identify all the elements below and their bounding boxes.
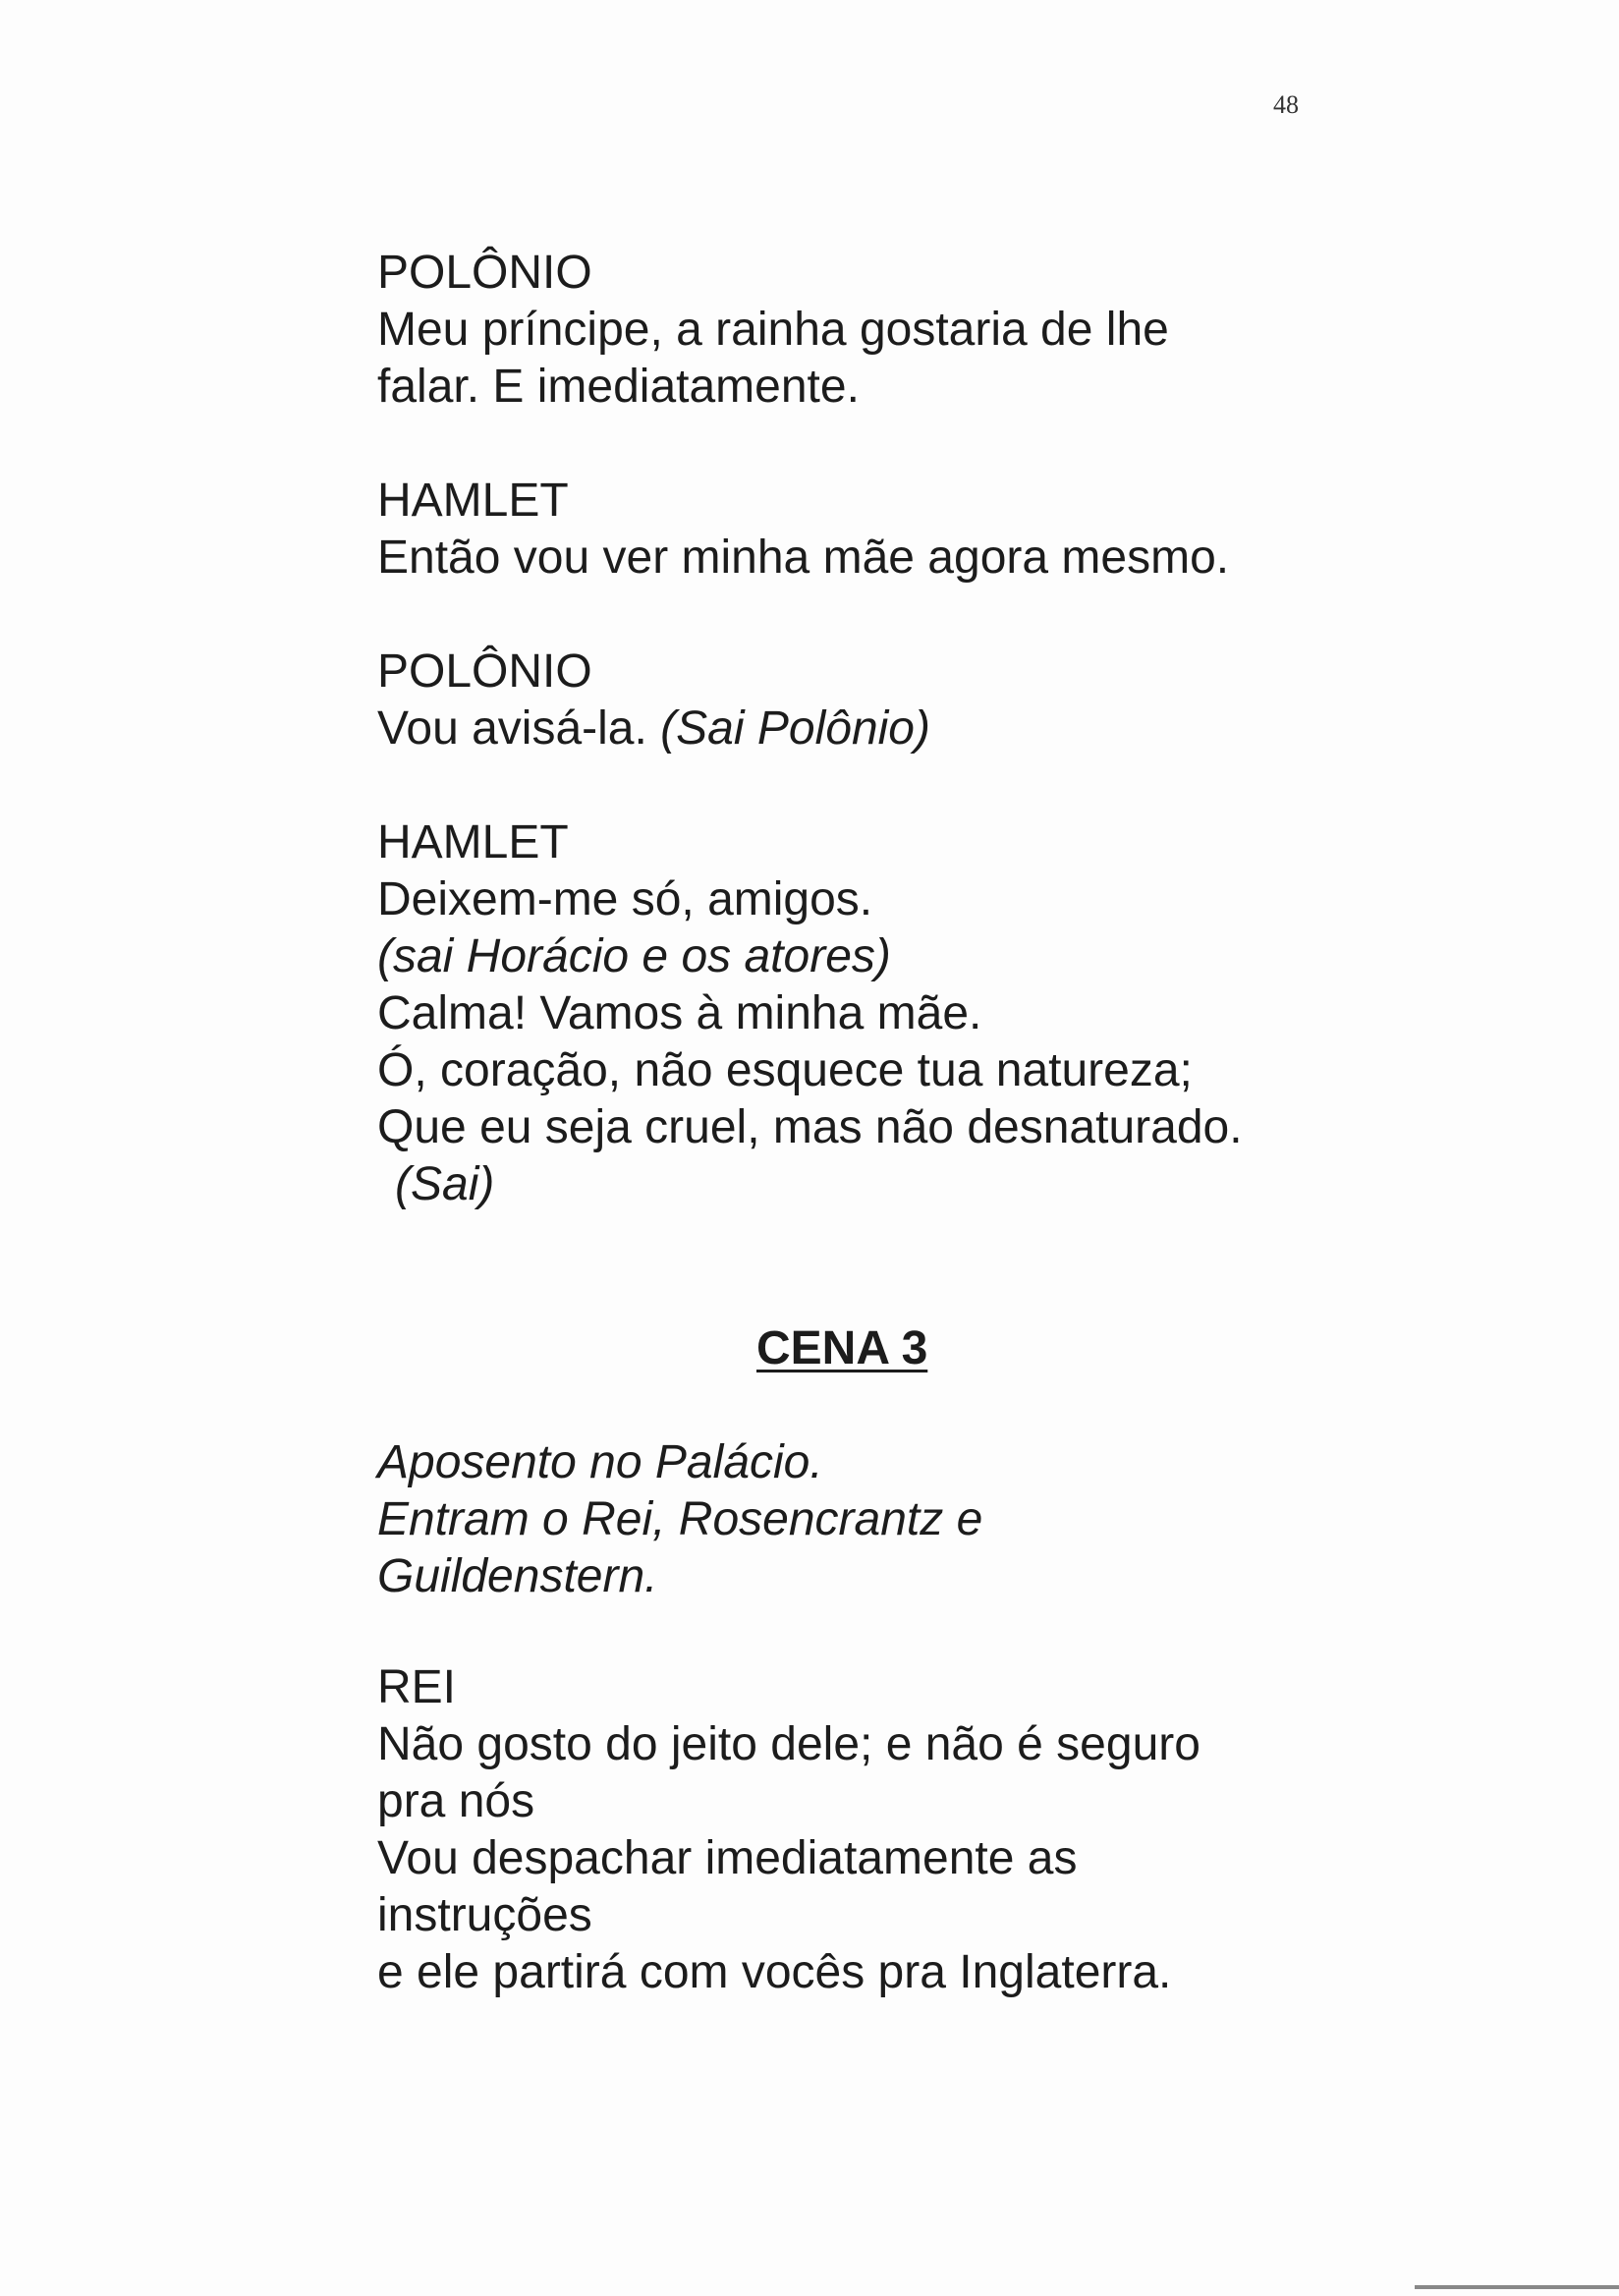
dialogue-line: Meu príncipe, a rainha gostaria de lhe [377,304,1169,356]
scene-title: CENA 3 [756,1322,928,1374]
dialogue-line: pra nós [377,1775,535,1827]
dialogue-line: Deixem-me só, amigos. [377,873,873,925]
dialogue-line: Não gosto do jeito dele; e não é seguro [377,1718,1200,1770]
dialogue-block-polonio-1 [377,245,1360,416]
speaker-name: HAMLET [377,816,569,868]
speaker-name: REI [377,1661,457,1713]
stage-direction: (sai Horácio e os atores) [377,930,891,982]
dialogue-line: e ele partirá com vocês pra Inglaterra. [377,1946,1172,1998]
dialogue-line: Ó, coração, não esquece tua natureza; [377,1044,1193,1096]
dialogue-line: Então vou ver minha mãe agora mesmo. [377,532,1230,584]
stage-direction-exit: (Sai) [395,1158,495,1210]
dialogue-line: Que eu seja cruel, mas não desnaturado. [377,1101,1243,1153]
dialogue-line [377,700,1360,757]
scene-setting [377,1434,1360,1605]
speaker-name: POLÔNIO [377,247,592,299]
setting-line: Aposento no Palácio. [377,1436,823,1488]
dialogue-block-hamlet-1 [377,473,1360,587]
scan-edge-mark [1415,2285,1619,2289]
dialogue-block-rei [377,1659,1360,2001]
dialogue-line: falar. E imediatamente. [377,361,860,413]
setting-line: Entram o Rei, Rosencrantz e [377,1493,983,1545]
dialogue-line: Calma! Vamos à minha mãe. [377,987,982,1039]
stage-direction: (Sai Polônio) [660,702,930,755]
page-number: 48 [1273,90,1299,119]
dialogue-block-hamlet-2 [377,814,1360,1213]
dialogue-line: Vou despachar imediatamente as [377,1832,1078,1884]
speaker-name: HAMLET [377,475,569,527]
dialogue-text: Vou avisá-la. [377,702,647,755]
dialogue-line: instruções [377,1889,592,1941]
dialogue-block-polonio-2 [377,644,1360,757]
speaker-name: POLÔNIO [377,645,592,698]
setting-line: Guildenstern. [377,1550,658,1602]
